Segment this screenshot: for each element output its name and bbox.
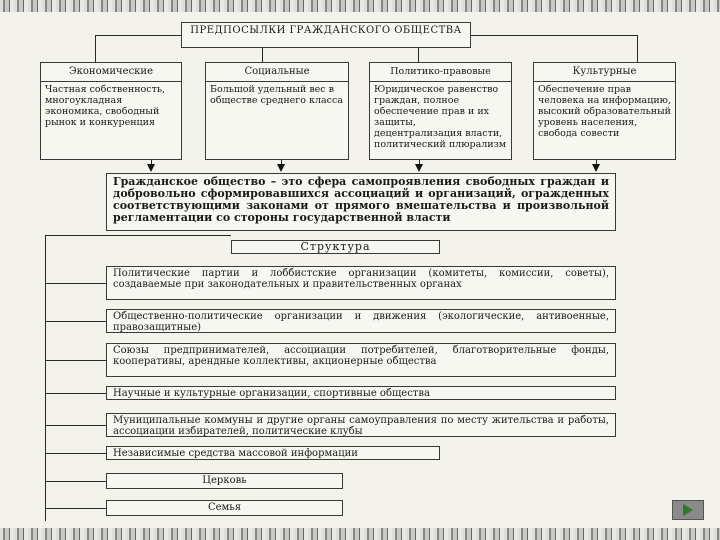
connector-title-right xyxy=(471,35,637,36)
structure-item-sociopolitical: Общественно-политические организации и движения (экологические, антивоенные, правозащитные) xyxy=(106,309,616,333)
category-social-body: Большой удельный вес в обществе среднего класса xyxy=(205,82,349,160)
category-political-head: Политико-правовые xyxy=(369,62,512,82)
structure-item-parties: Политические партии и лоббистские организации (комитеты, комиссии, советы), создаваемые при законодательных и правительственных органах xyxy=(106,266,616,300)
diagram-title: ПРЕДПОСЫЛКИ ГРАЖДАНСКОГО ОБЩЕСТВА xyxy=(181,22,471,48)
structure-item-municipal: Муниципальные коммуны и другие органы самоуправления по месту жительства и работы, ассоциации избирателей, политические клубы xyxy=(106,413,616,437)
structure-item-unions: Союзы предпринимателей, ассоциации потребителей, благотворительные фонды, кооперативы, арендные коллективы, акционерные общества xyxy=(106,343,616,377)
arrow-head-3 xyxy=(415,164,423,172)
branch-2 xyxy=(45,321,106,322)
play-arrow-icon xyxy=(683,504,693,516)
next-slide-button[interactable] xyxy=(672,500,704,520)
definition-box: Гражданское общество – это сфера самопроявления свободных граждан и добровольно сформировавшихся ассоциаций и организаций, огражденных соответствующими законами от прямого вмешательства и произвольной регламентации со стороны государственной власти xyxy=(106,173,616,231)
structure-item-media: Независимые средства массовой информации xyxy=(106,446,440,460)
branch-6 xyxy=(45,453,106,454)
structure-item-church: Церковь xyxy=(106,473,343,489)
structure-title: Структура xyxy=(231,240,440,254)
arrow-head-4 xyxy=(592,164,600,172)
category-political-body: Юридическое равенство граждан, полное обеспечение прав и их защиты, децентрализация власти, политический плюрализм xyxy=(369,82,512,160)
spine-top-link xyxy=(45,235,231,236)
branch-1 xyxy=(45,283,106,284)
category-cultural-body: Обеспечение прав человека на информацию, высокий образовательный уровень населения, свобода совести xyxy=(533,82,676,160)
category-cultural-head: Культурные xyxy=(533,62,676,82)
structure-spine xyxy=(45,235,46,521)
branch-5 xyxy=(45,425,106,426)
connector-title-left xyxy=(95,35,181,36)
branch-7 xyxy=(45,481,106,482)
connector-political xyxy=(418,48,419,62)
category-economic-head: Экономические xyxy=(40,62,182,82)
arrow-head-2 xyxy=(277,164,285,172)
branch-3 xyxy=(45,360,106,361)
category-economic-body: Частная собственность, многоукладная экономика, свободный рынок и конкуренция xyxy=(40,82,182,160)
top-decorative-border xyxy=(0,0,720,12)
branch-8 xyxy=(45,508,106,509)
connector-econ xyxy=(95,35,96,62)
branch-4 xyxy=(45,393,106,394)
category-social-head: Социальные xyxy=(205,62,349,82)
bottom-decorative-border xyxy=(0,528,720,540)
connector-social xyxy=(262,48,263,62)
structure-item-scientific: Научные и культурные организации, спортивные общества xyxy=(106,386,616,400)
structure-item-family: Семья xyxy=(106,500,343,516)
arrow-head-1 xyxy=(147,164,155,172)
connector-cultural xyxy=(637,35,638,62)
